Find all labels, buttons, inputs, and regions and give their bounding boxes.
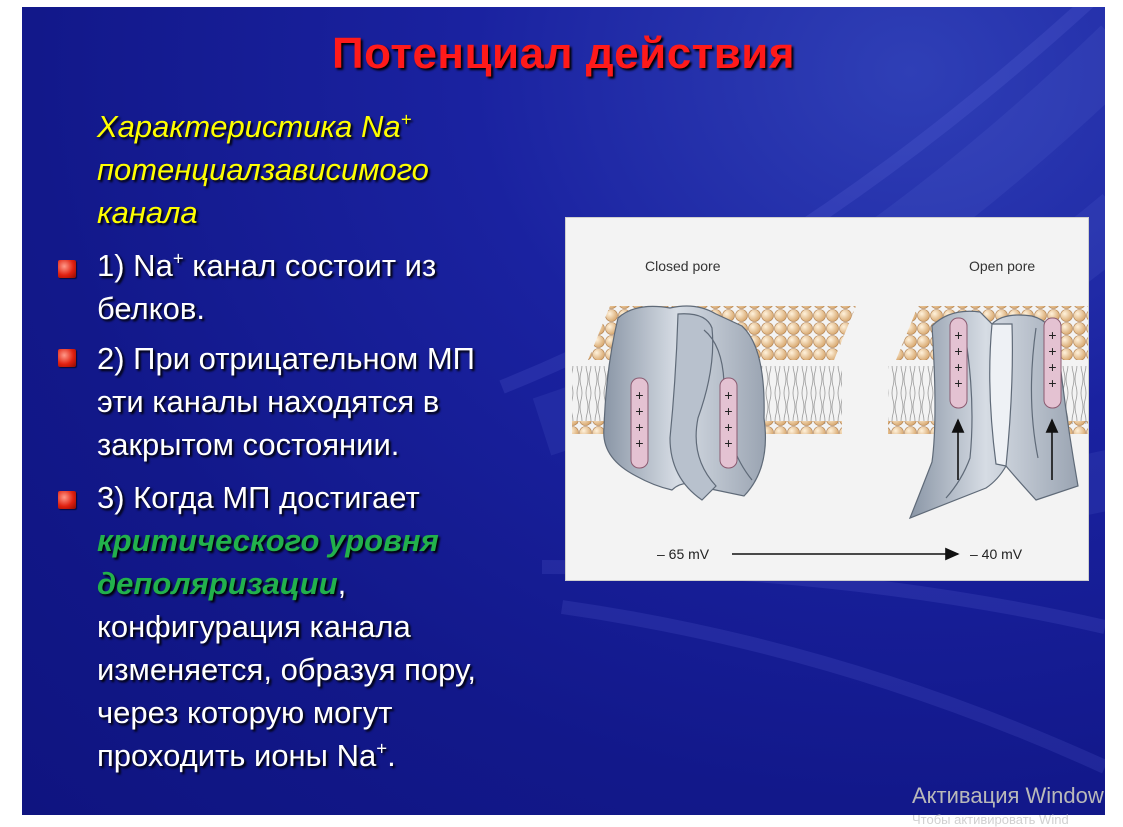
bullet-marker-1 — [58, 260, 76, 278]
svg-text:+: + — [635, 403, 644, 419]
bullet-1-text: 1) Na+ канал состоит из белков. — [97, 247, 437, 326]
svg-text:+: + — [1048, 359, 1057, 375]
svg-text:+: + — [954, 343, 963, 359]
svg-text:+: + — [1048, 375, 1057, 391]
bullet-marker-2 — [58, 349, 76, 367]
svg-text:+: + — [635, 387, 644, 403]
sodium-channel-figure — [565, 217, 1089, 581]
closed-pore-label: Closed pore — [645, 258, 721, 274]
closed-channel — [604, 306, 766, 500]
slide — [22, 7, 1105, 815]
svg-text:+: + — [954, 375, 963, 391]
voltage-sensor-closed-left — [631, 378, 648, 468]
voltage-sensor-open-left — [950, 318, 967, 408]
open-pore-label: Open pore — [969, 258, 1036, 274]
voltage-start-label: – 65 mV — [657, 546, 710, 562]
svg-text:+: + — [1048, 327, 1057, 343]
bullet-2-text: 2) При отрицательном МП эти каналы находятся в закрытом состоянии. — [97, 341, 475, 462]
channel-diagram — [566, 218, 1088, 580]
svg-text:+: + — [724, 387, 733, 403]
slide-subtitle: Характеристика Na+ потенциалзависимого канала — [97, 108, 429, 230]
svg-text:+: + — [724, 419, 733, 435]
bullet-3-text: 3) Когда МП достигает критического уровня деполяризации, конфигурация канала изменяется, образуя пору, через которую могут проходить ионы Na+. — [97, 480, 477, 773]
windows-activation-watermark-sub: Чтобы активировать Wind — [912, 812, 1069, 827]
svg-text:+: + — [1048, 343, 1057, 359]
voltage-sensor-open-right — [1044, 318, 1061, 408]
svg-text:+: + — [635, 435, 644, 451]
svg-text:+: + — [635, 419, 644, 435]
svg-text:+: + — [954, 327, 963, 343]
bullet-marker-3 — [58, 491, 76, 509]
voltage-end-label: – 40 mV — [970, 546, 1023, 562]
windows-activation-watermark: Активация Window — [912, 783, 1104, 808]
voltage-sensor-closed-right — [720, 378, 737, 468]
slide-title: Потенциал действия — [332, 29, 795, 78]
svg-text:+: + — [724, 403, 733, 419]
svg-text:+: + — [724, 435, 733, 451]
svg-text:+: + — [954, 359, 963, 375]
